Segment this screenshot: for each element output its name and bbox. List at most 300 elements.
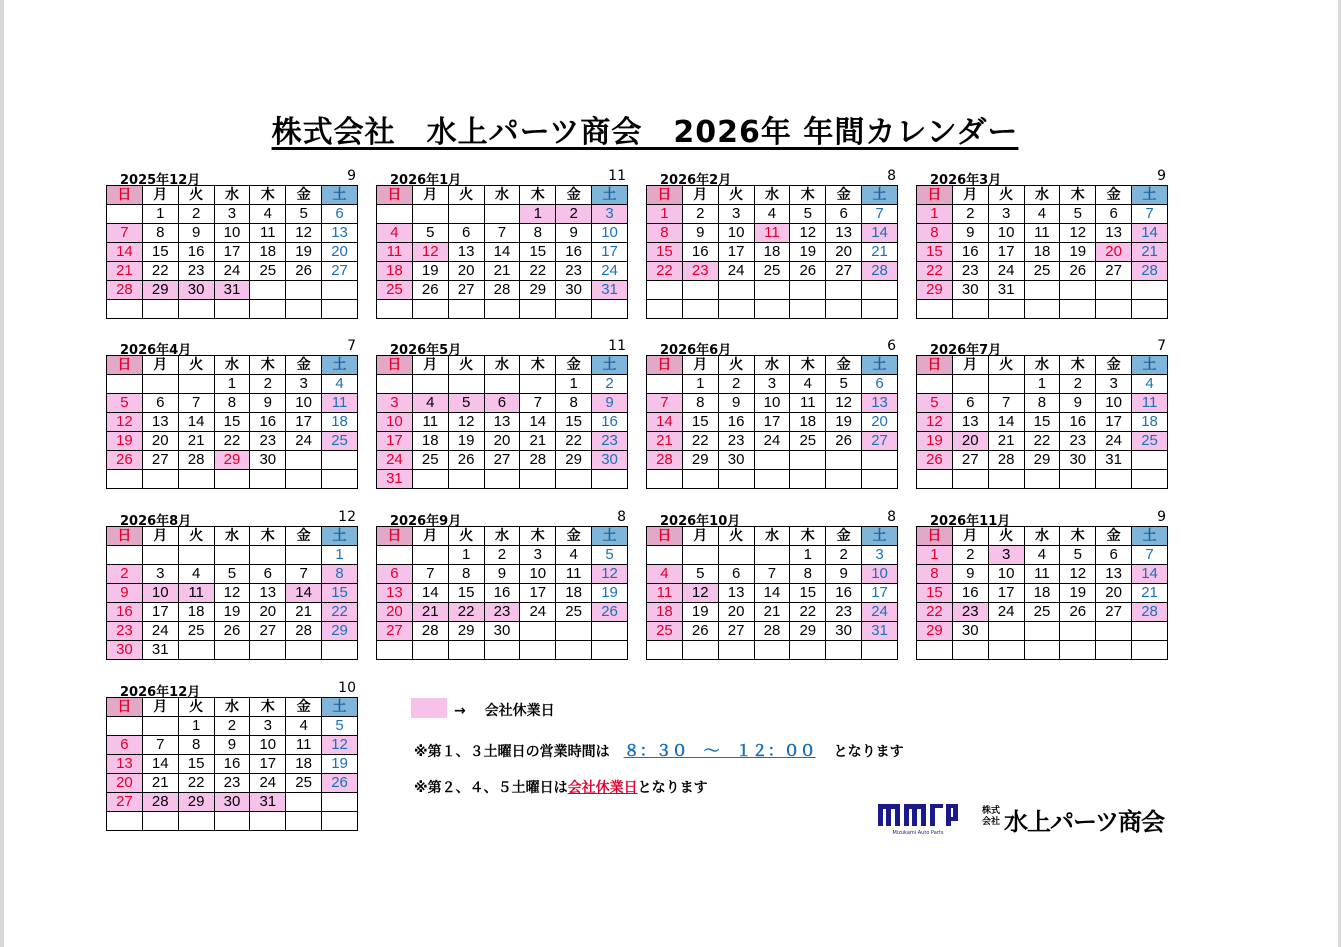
day-cell: 27 [862,432,898,451]
empty-cell [988,622,1024,641]
empty-cell [448,205,484,224]
day-cell: 16 [682,243,718,262]
week-row [107,394,358,413]
weekday-header: 木 [790,356,826,375]
empty-cell [917,300,953,319]
day-cell: 31 [377,470,413,489]
day-cell: 28 [412,622,448,641]
day-cell: 13 [1096,565,1132,584]
weekday-header: 木 [1060,186,1096,205]
week-row [917,413,1168,432]
day-cell: 11 [322,394,358,413]
month-name: 2026年1月 [390,173,462,188]
day-cell: 5 [826,375,862,394]
day-cell: 31 [592,281,628,300]
day-cell: 9 [826,565,862,584]
day-cell: 22 [214,432,250,451]
empty-cell [917,375,953,394]
day-cell: 4 [1132,375,1168,394]
week-row [647,432,898,451]
weekday-header: 月 [142,356,178,375]
empty-cell [826,470,862,489]
day-cell: 14 [520,413,556,432]
day-cell: 21 [286,603,322,622]
day-cell: 4 [178,565,214,584]
empty-cell [520,641,556,660]
day-cell: 20 [1096,243,1132,262]
day-cell: 29 [142,281,178,300]
day-cell: 14 [1132,565,1168,584]
day-cell: 16 [484,584,520,603]
empty-cell [286,546,322,565]
day-cell: 3 [988,205,1024,224]
week-row [917,262,1168,281]
month-grid [106,697,358,831]
day-cell: 1 [647,205,683,224]
day-cell: 18 [1024,584,1060,603]
day-cell: 10 [286,394,322,413]
month-grid [106,185,358,319]
weekday-header: 水 [484,186,520,205]
day-cell: 23 [107,622,143,641]
month-holiday-count: 7 [347,338,356,354]
day-cell: 23 [592,432,628,451]
empty-cell [412,300,448,319]
day-cell: 31 [988,281,1024,300]
day-cell: 29 [917,281,953,300]
day-cell: 2 [1060,375,1096,394]
day-cell: 25 [322,432,358,451]
weekday-header: 水 [484,527,520,546]
day-cell: 23 [556,262,592,281]
day-cell: 3 [1096,375,1132,394]
weekday-header: 月 [142,527,178,546]
empty-cell [286,451,322,470]
day-cell: 12 [682,584,718,603]
month-grid [916,185,1168,319]
day-cell: 27 [1096,262,1132,281]
day-cell: 8 [682,394,718,413]
day-cell: 3 [718,205,754,224]
week-row [107,413,358,432]
day-cell: 11 [178,584,214,603]
day-cell: 30 [718,451,754,470]
day-cell: 28 [754,622,790,641]
week-row [107,375,358,394]
day-cell: 24 [988,262,1024,281]
month-holiday-count: 6 [887,338,896,354]
day-cell: 14 [754,584,790,603]
empty-cell [1132,451,1168,470]
day-cell: 2 [826,546,862,565]
empty-cell [556,300,592,319]
month-name: 2025年12月 [120,173,201,188]
day-cell: 2 [484,546,520,565]
day-cell: 6 [377,565,413,584]
day-cell: 30 [556,281,592,300]
week-row [107,793,358,812]
day-cell: 9 [952,224,988,243]
day-cell: 22 [790,603,826,622]
empty-cell [1096,300,1132,319]
day-cell: 13 [377,584,413,603]
weekday-header: 土 [322,356,358,375]
day-cell: 31 [862,622,898,641]
day-cell: 13 [448,243,484,262]
week-row [647,470,898,489]
day-cell: 9 [1060,394,1096,413]
week-row [107,755,358,774]
month-grid [916,355,1168,489]
weekday-header: 木 [520,186,556,205]
month-header [916,507,1168,529]
day-cell: 25 [1024,262,1060,281]
day-cell: 27 [377,622,413,641]
day-cell: 17 [592,243,628,262]
day-cell: 27 [142,451,178,470]
day-cell: 3 [142,565,178,584]
day-cell: 4 [286,717,322,736]
month-header [646,166,898,188]
weekday-header: 金 [286,527,322,546]
day-cell: 23 [214,774,250,793]
day-cell: 3 [377,394,413,413]
day-cell: 20 [952,432,988,451]
day-cell: 25 [250,262,286,281]
empty-cell [142,300,178,319]
empty-cell [718,281,754,300]
day-cell: 7 [142,736,178,755]
day-cell: 1 [520,205,556,224]
weekday-header: 日 [107,356,143,375]
empty-cell [988,470,1024,489]
day-cell: 3 [862,546,898,565]
day-cell: 4 [790,375,826,394]
week-row [107,243,358,262]
week-row [107,432,358,451]
day-cell: 16 [952,243,988,262]
day-cell: 27 [952,451,988,470]
weekday-header: 土 [592,186,628,205]
empty-cell [107,205,143,224]
empty-cell [377,546,413,565]
day-cell: 23 [484,603,520,622]
day-cell: 14 [107,243,143,262]
day-cell: 23 [826,603,862,622]
day-cell: 17 [377,432,413,451]
empty-cell [142,546,178,565]
weekday-header: 金 [286,186,322,205]
week-row [917,565,1168,584]
empty-cell [1060,641,1096,660]
week-row [917,300,1168,319]
calendar-title: 株式会社 水上パーツ商会 2026年 年間カレンダー [271,115,1019,150]
day-cell: 1 [214,375,250,394]
week-row [647,546,898,565]
day-cell: 3 [520,546,556,565]
empty-cell [214,300,250,319]
empty-cell [592,641,628,660]
day-cell: 11 [412,413,448,432]
empty-cell [322,641,358,660]
day-cell: 25 [647,622,683,641]
day-cell: 23 [952,603,988,622]
logo-company-type: 株式会社 [982,806,1001,827]
empty-cell [1132,470,1168,489]
weekday-header: 日 [917,186,953,205]
empty-cell [448,641,484,660]
empty-cell [250,812,286,831]
empty-cell [988,375,1024,394]
day-cell: 21 [1132,243,1168,262]
empty-cell [682,300,718,319]
empty-cell [1060,300,1096,319]
day-cell: 10 [862,565,898,584]
week-row [647,300,898,319]
month-calendar [916,166,1168,319]
week-row [107,451,358,470]
day-cell: 22 [1024,432,1060,451]
weekday-header: 木 [1060,527,1096,546]
week-row [647,394,898,413]
day-cell: 21 [142,774,178,793]
day-cell: 30 [592,451,628,470]
month-holiday-count: 7 [1157,338,1166,354]
day-cell: 17 [862,584,898,603]
empty-cell [790,451,826,470]
day-cell: 1 [556,375,592,394]
day-cell: 20 [448,262,484,281]
day-cell: 15 [322,584,358,603]
empty-cell [520,470,556,489]
day-cell: 16 [952,584,988,603]
day-cell: 28 [520,451,556,470]
day-cell: 6 [1096,546,1132,565]
week-row [107,205,358,224]
day-cell: 25 [377,281,413,300]
day-cell: 7 [520,394,556,413]
day-cell: 7 [286,565,322,584]
day-cell: 13 [484,413,520,432]
weekday-header: 水 [1024,186,1060,205]
empty-cell [142,812,178,831]
empty-cell [377,375,413,394]
week-row [107,281,358,300]
day-cell: 7 [1132,205,1168,224]
empty-cell [286,641,322,660]
weekday-header: 木 [1060,356,1096,375]
day-cell: 5 [322,717,358,736]
week-row [917,584,1168,603]
day-cell: 29 [917,622,953,641]
day-cell: 20 [862,413,898,432]
day-cell: 26 [1060,262,1096,281]
empty-cell [718,546,754,565]
day-cell: 9 [107,584,143,603]
empty-cell [917,641,953,660]
weekday-header: 日 [647,186,683,205]
day-cell: 4 [1024,546,1060,565]
weekday-header: 月 [682,186,718,205]
week-row [647,565,898,584]
weekday-header: 金 [1096,186,1132,205]
week-row [647,281,898,300]
weekday-header: 木 [250,186,286,205]
day-cell: 29 [1024,451,1060,470]
logo-company-name: 水上パーツ商会 [1004,808,1165,836]
holiday-emphasis: 会社休業日 [567,780,638,796]
day-cell: 10 [377,413,413,432]
weekday-header: 日 [107,698,143,717]
day-cell: 10 [718,224,754,243]
month-grid [376,185,628,319]
weekday-header: 水 [754,356,790,375]
empty-cell [826,281,862,300]
day-cell: 26 [790,262,826,281]
legend-label [454,700,555,720]
weekday-header: 火 [178,356,214,375]
day-cell: 11 [286,736,322,755]
weekday-header: 日 [917,356,953,375]
weekday-header: 水 [214,527,250,546]
empty-cell [790,470,826,489]
week-row [647,641,898,660]
day-cell: 18 [556,584,592,603]
day-cell: 3 [286,375,322,394]
empty-cell [1024,641,1060,660]
week-row [377,432,628,451]
day-cell: 24 [214,262,250,281]
empty-cell [412,470,448,489]
day-cell: 27 [448,281,484,300]
week-row [377,451,628,470]
empty-cell [1096,641,1132,660]
day-cell: 4 [754,205,790,224]
week-row [647,622,898,641]
day-cell: 1 [790,546,826,565]
weekday-header: 水 [214,186,250,205]
day-cell: 16 [250,413,286,432]
empty-cell [142,375,178,394]
empty-cell [556,470,592,489]
weekday-header: 火 [448,186,484,205]
empty-cell [790,300,826,319]
week-row [917,432,1168,451]
weekday-header: 木 [520,356,556,375]
day-cell: 11 [754,224,790,243]
week-row [377,603,628,622]
week-row [917,375,1168,394]
day-cell: 16 [1060,413,1096,432]
day-cell: 25 [754,262,790,281]
day-cell: 23 [178,262,214,281]
day-cell: 15 [917,243,953,262]
day-cell: 12 [790,224,826,243]
day-cell: 6 [448,224,484,243]
day-cell: 19 [826,413,862,432]
empty-cell [178,546,214,565]
day-cell: 6 [107,736,143,755]
day-cell: 19 [790,243,826,262]
week-row [647,224,898,243]
empty-cell [862,451,898,470]
month-calendar [916,507,1168,660]
day-cell: 24 [520,603,556,622]
weekday-header: 金 [556,356,592,375]
day-cell: 5 [412,224,448,243]
day-cell: 5 [214,565,250,584]
empty-cell [520,300,556,319]
day-cell: 15 [448,584,484,603]
day-cell: 26 [412,281,448,300]
empty-cell [322,281,358,300]
day-cell: 4 [412,394,448,413]
month-grid [646,355,898,489]
week-row [377,300,628,319]
day-cell: 26 [592,603,628,622]
weekday-header: 金 [556,527,592,546]
month-name: 2026年5月 [390,343,462,358]
empty-cell [178,641,214,660]
empty-cell [1096,470,1132,489]
month-name: 2026年2月 [660,173,732,188]
empty-cell [988,300,1024,319]
day-cell: 4 [377,224,413,243]
day-cell: 19 [322,755,358,774]
weekday-header: 土 [1132,186,1168,205]
day-cell: 15 [178,755,214,774]
day-cell: 2 [250,375,286,394]
weekday-header: 土 [1132,527,1168,546]
day-cell: 28 [178,451,214,470]
day-cell: 13 [250,584,286,603]
day-cell: 2 [214,717,250,736]
day-cell: 24 [592,262,628,281]
weekday-header: 金 [826,527,862,546]
month-calendar [106,507,358,660]
company-logo-mark [876,800,960,836]
month-grid [376,526,628,660]
day-cell: 19 [107,432,143,451]
day-cell: 13 [142,413,178,432]
day-cell: 26 [682,622,718,641]
day-cell: 2 [718,375,754,394]
day-cell: 9 [178,224,214,243]
day-cell: 13 [952,413,988,432]
week-row [107,565,358,584]
week-row [377,262,628,281]
day-cell: 22 [647,262,683,281]
day-cell: 16 [718,413,754,432]
day-cell: 26 [1060,603,1096,622]
empty-cell [286,470,322,489]
day-cell: 26 [917,451,953,470]
day-cell: 5 [592,546,628,565]
day-cell: 10 [250,736,286,755]
day-cell: 21 [988,432,1024,451]
empty-cell [142,470,178,489]
day-cell: 6 [952,394,988,413]
month-holiday-count: 9 [1157,509,1166,525]
week-row [377,375,628,394]
month-header [106,166,358,188]
day-cell: 24 [250,774,286,793]
empty-cell [448,300,484,319]
day-cell: 18 [647,603,683,622]
month-holiday-count: 11 [608,338,626,354]
day-cell: 29 [448,622,484,641]
day-cell: 28 [107,281,143,300]
